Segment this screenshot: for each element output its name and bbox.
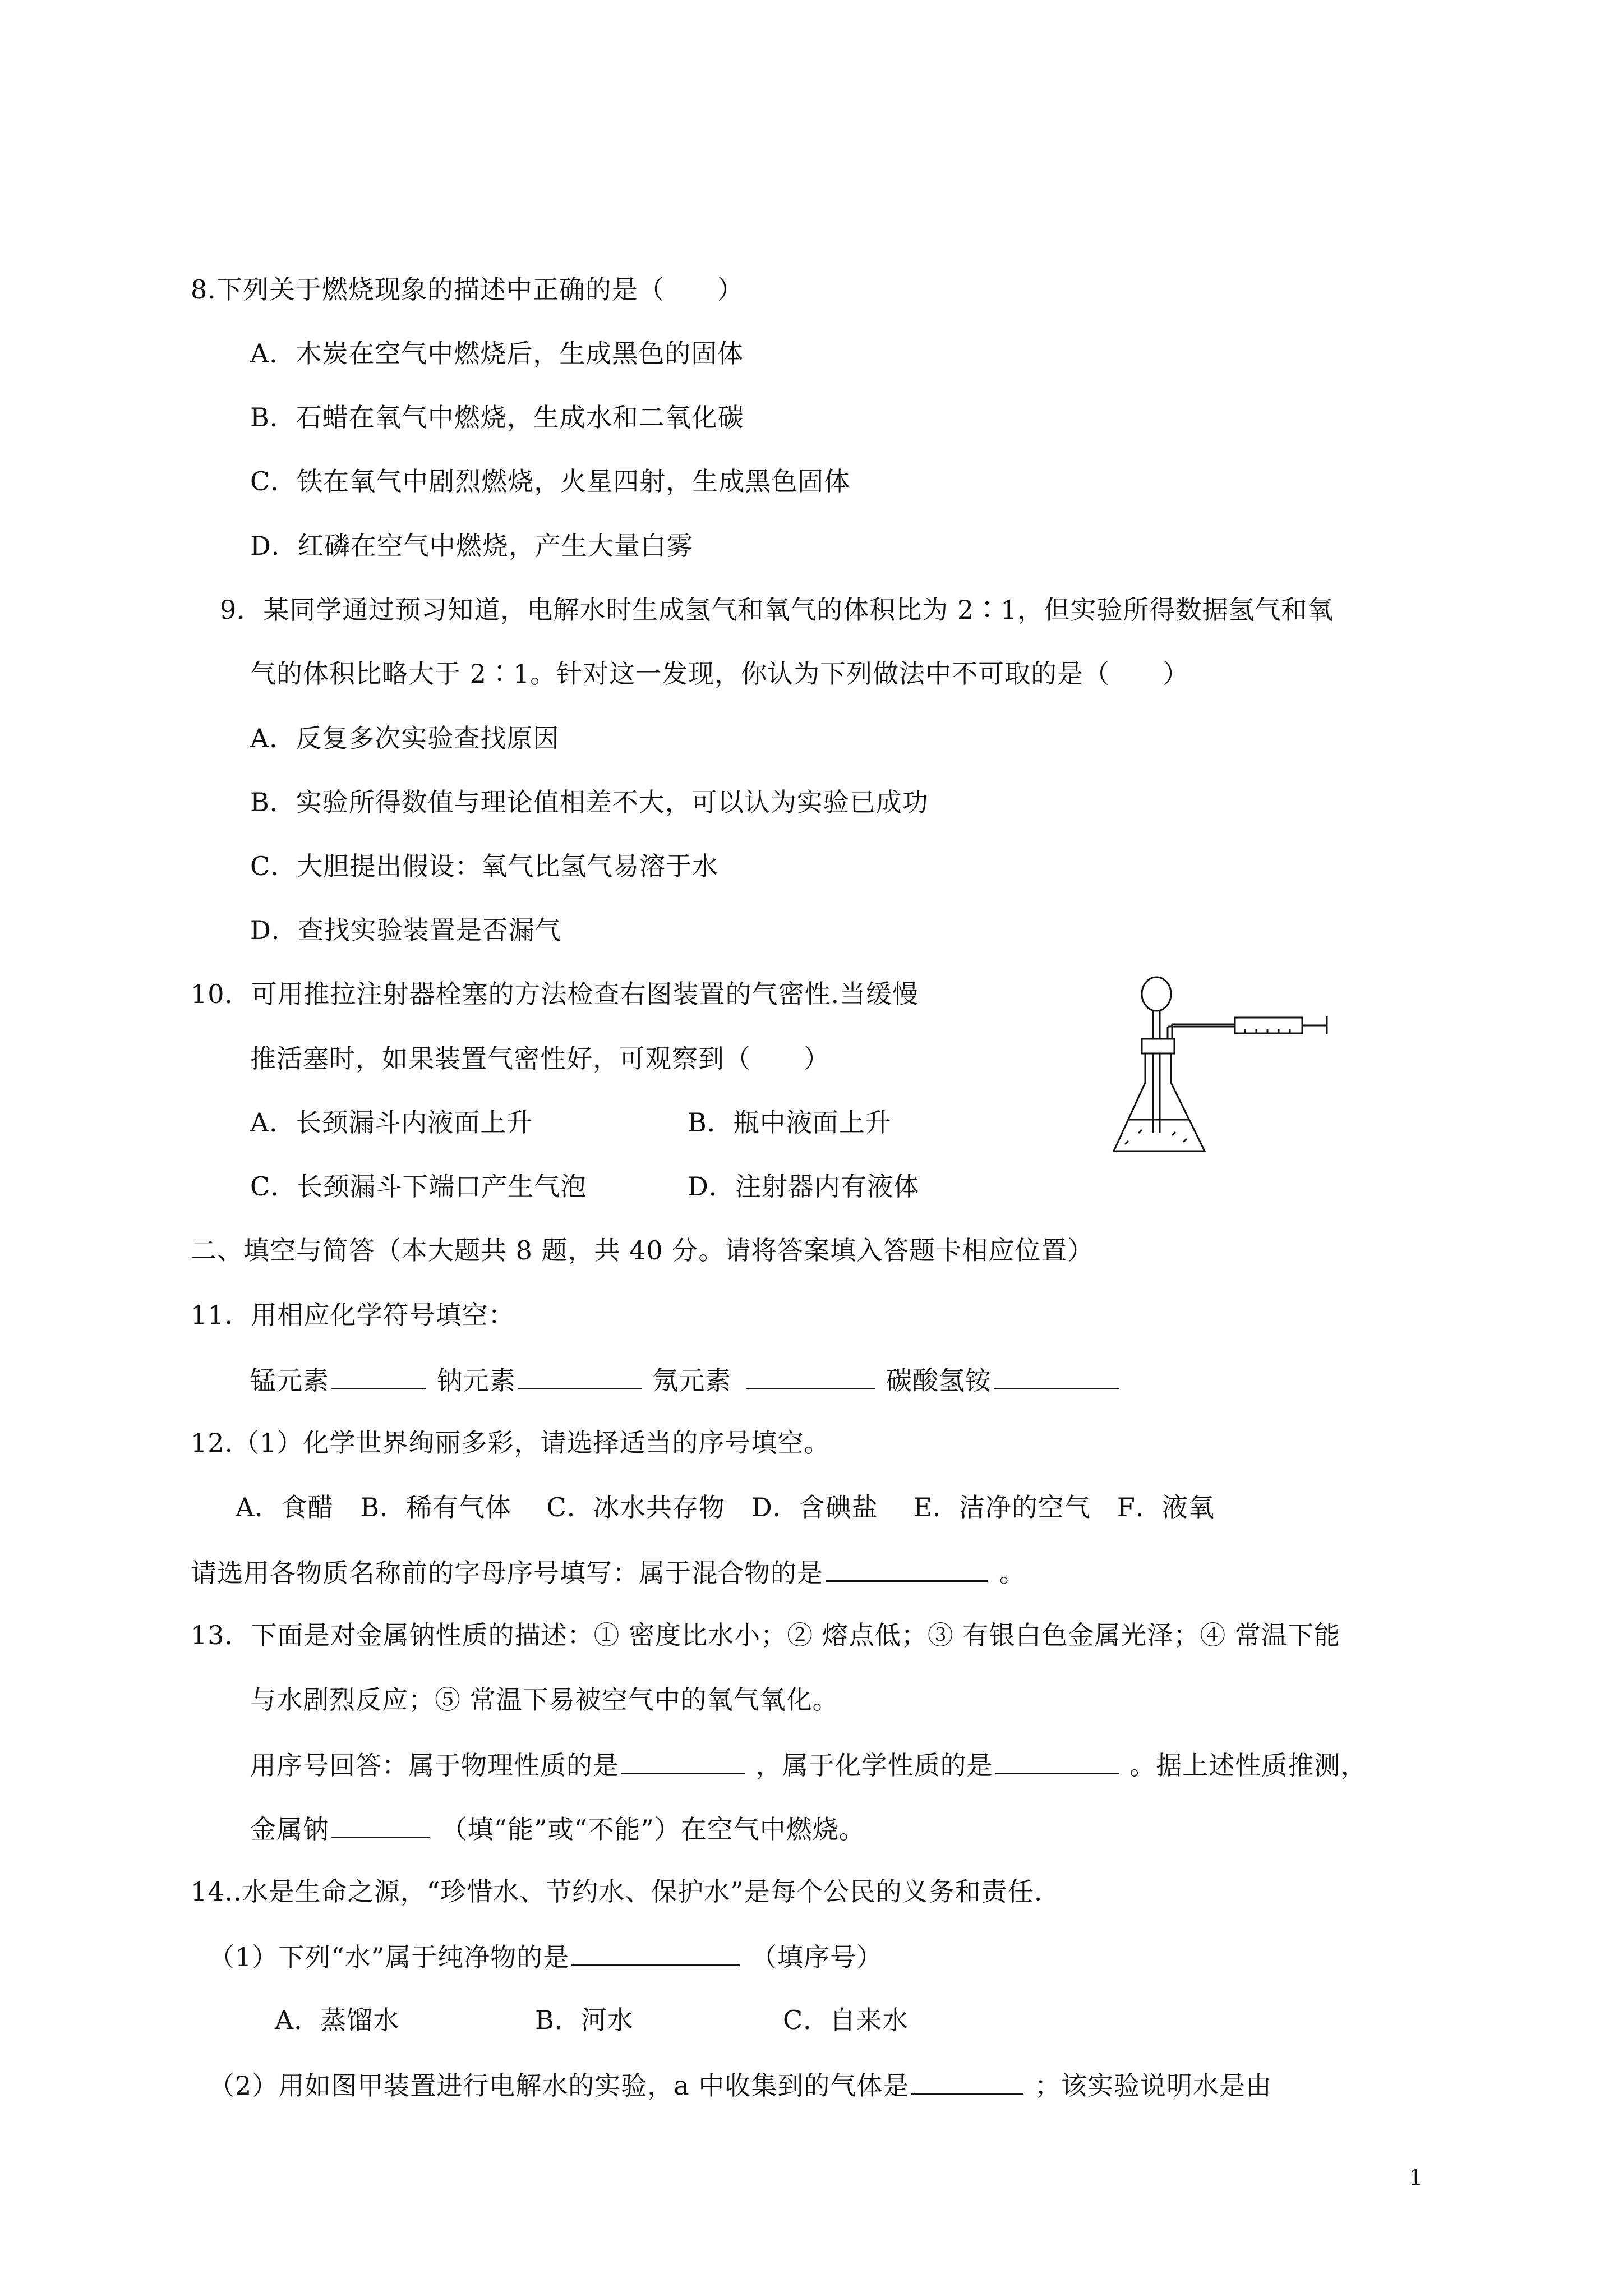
q8-option-b: B．石蜡在氧气中燃烧，生成水和二氧化碳 <box>250 402 744 432</box>
q12-question-row <box>191 1554 1026 1590</box>
q9-option-a: A．反复多次实验查找原因 <box>250 723 560 753</box>
q11-stem: 11．用相应化学符号填空： <box>191 1300 515 1330</box>
q9-option-d: D．查找实验装置是否漏气 <box>250 915 561 945</box>
q12-ask: 请选用各物质名称前的字母序号填写：属于混合物的是 <box>191 1558 823 1588</box>
q13-stem-line2: 与水剧烈反应；⑤ 常温下易被空气中的氧气氧化。 <box>250 1685 839 1715</box>
q11-manganese-blank[interactable] <box>331 1362 426 1389</box>
q14-part2-tail: ；该实验说明水是由 <box>1034 2070 1272 2101</box>
q11-sodium-blank[interactable] <box>518 1362 642 1389</box>
q10-option-c: C．长颈漏斗下端口产生气泡 <box>250 1171 587 1202</box>
q8-option-a: A．木炭在空气中燃烧后，生成黑色的固体 <box>250 338 744 369</box>
q14-pure-water-blank[interactable] <box>571 1939 740 1966</box>
q12-period: 。 <box>999 1558 1026 1588</box>
q10-option-b: B．瓶中液面上升 <box>688 1107 892 1138</box>
q10-stem-line1: 10．可用推拉注射器栓塞的方法检查右图装置的气密性.当缓慢 <box>191 979 919 1009</box>
q13-question-row <box>250 1747 1367 1782</box>
q11-ammonium-bicarbonate-label: 碳酸氢铵 <box>886 1365 992 1396</box>
q13-physical-blank[interactable] <box>621 1747 745 1774</box>
q13-combustion-text: （填“能”或“不能”）在空气中燃烧。 <box>441 1814 865 1844</box>
q13-sodium-label: 金属钠 <box>250 1814 329 1844</box>
page-number: 1 <box>1409 2165 1423 2191</box>
q12-mixture-blank[interactable] <box>826 1554 988 1582</box>
q10-option-a: A．长颈漏斗内液面上升 <box>250 1107 533 1138</box>
q14-part1-hint: （填序号） <box>750 1942 883 1972</box>
q11-neon-blank[interactable] <box>746 1362 875 1389</box>
q9-option-b: B．实验所得数值与理论值相差不大，可以认为实验已成功 <box>250 787 929 817</box>
q11-blanks-row <box>250 1362 1122 1397</box>
q14-option-b: B．河水 <box>535 2005 634 2035</box>
q14-part1-row <box>209 1939 883 1974</box>
q14-part1-ask: （1）下列“水”属于纯净物的是 <box>209 1942 570 1972</box>
stopper <box>1142 1039 1174 1053</box>
q11-ammonium-bicarbonate-blank[interactable] <box>994 1362 1119 1389</box>
q11-sodium-label: 钠元素 <box>436 1365 516 1396</box>
q14-gas-a-blank[interactable] <box>911 2067 1023 2095</box>
q11-neon-label: 氖元素 <box>652 1365 732 1396</box>
q14-option-c: C．自来水 <box>783 2005 909 2035</box>
q13-ask-physical: 用序号回答：属于物理性质的是 <box>250 1750 619 1780</box>
q13-ask-infer: 。据上述性质推测， <box>1129 1750 1367 1780</box>
q13-chemical-blank[interactable] <box>995 1747 1119 1774</box>
q9-stem-line2: 气的体积比略大于 2∶1。针对这一发现，你认为下列做法中不可取的是（ ） <box>250 659 1189 689</box>
q9-option-c: C．大胆提出假设：氧气比氢气易溶于水 <box>250 851 719 881</box>
q11-manganese-label: 锰元素 <box>250 1365 329 1396</box>
q13-combustion-blank[interactable] <box>331 1811 430 1838</box>
q13-combustion-row <box>250 1811 865 1846</box>
q9-stem-line1: 9．某同学通过预习知道，电解水时生成氢气和氧气的体积比为 2∶1，但实验所得数据氢气和氧 <box>220 595 1334 625</box>
q12-options: A．食醋 B．稀有气体 C．冰水共存物 D．含碘盐 E．洁净的空气 F．液氧 <box>236 1492 1215 1522</box>
airtightness-apparatus-figure <box>1105 965 1340 1167</box>
q8-option-c: C．铁在氧气中剧烈燃烧，火星四射，生成黑色固体 <box>250 466 851 496</box>
funnel-bulb <box>1142 977 1171 1011</box>
q12-stem: 12.（1）化学世界绚丽多彩，请选择适当的序号填空。 <box>191 1428 831 1458</box>
q14-option-a: A．蒸馏水 <box>275 2005 400 2035</box>
q10-stem-line2: 推活塞时，如果装置气密性好，可观察到（ ） <box>250 1043 830 1074</box>
q8-option-d: D．红磷在空气中燃烧，产生大量白雾 <box>250 531 693 561</box>
q8-stem: 8.下列关于燃烧现象的描述中正确的是（ ） <box>191 274 744 305</box>
q14-part2-row <box>209 2067 1272 2102</box>
q13-stem-line1: 13．下面是对金属钠性质的描述：① 密度比水小；② 熔点低；③ 有银白色金属光泽；④ 常温下能 <box>191 1620 1341 1650</box>
q13-ask-chemical: ，属于化学性质的是 <box>755 1750 993 1780</box>
q14-part2-ask: （2）用如图甲装置进行电解水的实验，a 中收集到的气体是 <box>209 2070 910 2101</box>
q10-option-d: D．注射器内有液体 <box>688 1171 920 1202</box>
q14-stem: 14..水是生命之源，“珍惜水、节约水、保护水”是每个公民的义务和责任. <box>191 1876 1043 1907</box>
section-2-heading: 二、填空与简答（本大题共 8 题，共 40 分。请将答案填入答题卡相应位置） <box>191 1235 1094 1266</box>
